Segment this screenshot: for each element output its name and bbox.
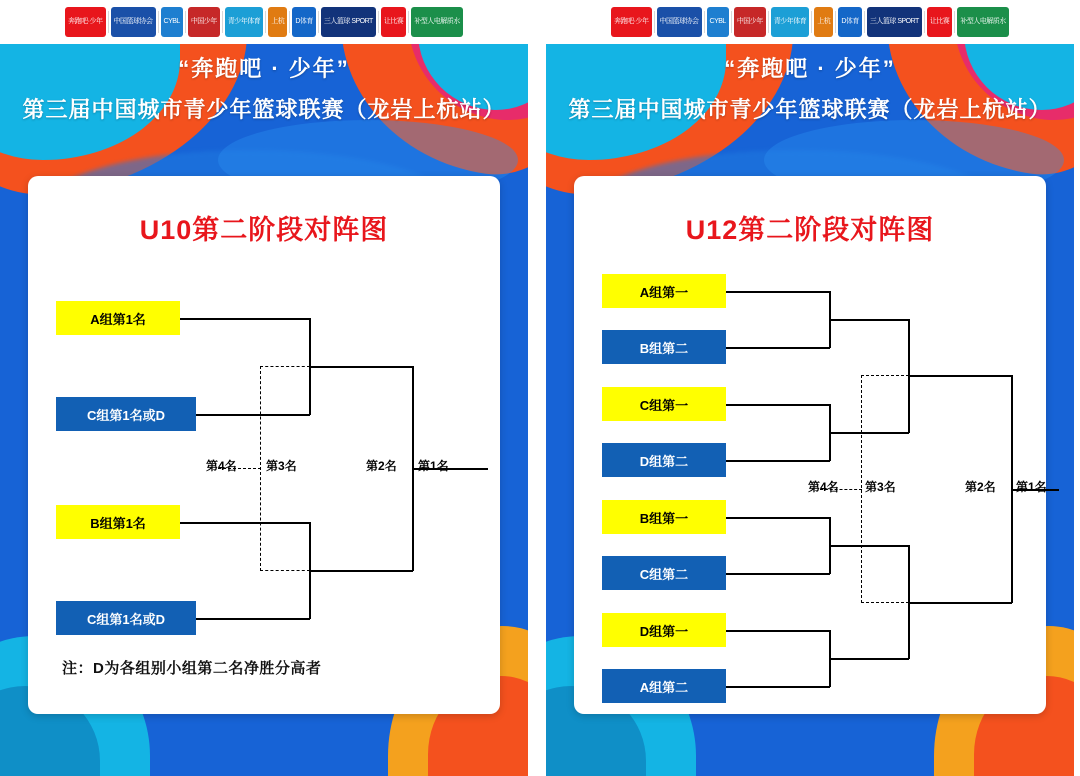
poster-title-line2: 第三届中国城市青少年篮球联赛（龙岩上杭站） (22, 97, 506, 122)
bracket-line-dashed (861, 602, 909, 603)
bracket-note-u10: 注：D为各组别小组第二名净胜分高者 (62, 660, 322, 677)
seed-box: A组第二 (602, 669, 726, 703)
sponsor-logo: 让比赛 (381, 7, 407, 37)
bracket-line (196, 414, 310, 416)
logo-divider (408, 11, 409, 33)
seed-box: C组第一 (602, 387, 726, 421)
bracket-line (726, 404, 830, 406)
sponsor-logo: 中国篮球协会 (657, 7, 702, 37)
bracket-title-u10: U10第二阶段对阵图 (139, 215, 389, 245)
logo-divider (158, 11, 159, 33)
sponsor-logo: 中国篮球协会 (111, 7, 156, 37)
sponsor-logo: 上杭 (268, 7, 287, 37)
bracket-line (196, 618, 310, 620)
bracket-line (726, 347, 830, 349)
sponsor-logo: 三人篮球 SPORT (867, 7, 922, 37)
sponsor-logo: CYBL (707, 7, 729, 37)
sponsor-logo: 补型人电解质水 (957, 7, 1009, 37)
logo-divider (378, 11, 379, 33)
seed-box: C组第二 (602, 556, 726, 590)
logo-divider (222, 11, 223, 33)
logo-divider (318, 11, 319, 33)
logo-divider (731, 11, 732, 33)
logo-divider (185, 11, 186, 33)
rank-label: 第2名 (965, 480, 996, 494)
poster-title-line1: “奔跑吧 · 少年” (724, 56, 896, 81)
seed-box: B组第1名 (56, 505, 180, 539)
sponsor-logo: 上杭 (814, 7, 833, 37)
bracket-line (726, 686, 830, 688)
logo-divider (835, 11, 836, 33)
sponsor-logo-bar (546, 0, 1074, 44)
bracket-line (726, 460, 830, 462)
seed-box: D组第二 (602, 443, 726, 477)
sponsor-logo: 三人篮球 SPORT (321, 7, 376, 37)
sponsor-logo: 青少年体育 (771, 7, 810, 37)
bracket-line (726, 630, 830, 632)
sponsor-logo: D体育 (838, 7, 862, 37)
rank-label: 第2名 (366, 459, 397, 473)
logo-divider (704, 11, 705, 33)
bracket-line (829, 658, 909, 660)
seed-box: B组第二 (602, 330, 726, 364)
poster-title-line1: “奔跑吧 · 少年” (178, 56, 350, 81)
bracket-line (829, 545, 909, 547)
logo-divider (108, 11, 109, 33)
rank-label: 第1名 (1016, 480, 1047, 494)
bracket-line (180, 318, 310, 320)
bracket-line (180, 522, 310, 524)
bracket-card-u12 (574, 176, 1046, 714)
logo-divider (811, 11, 812, 33)
bracket-line (726, 291, 830, 293)
bracket-title-u12: U12第二阶段对阵图 (685, 215, 935, 245)
bracket-line (829, 432, 909, 434)
bracket-line (908, 602, 1012, 604)
bracket-line-dashed (861, 375, 909, 376)
bracket-diagram-u10 (28, 176, 500, 714)
seed-box: A组第1名 (56, 301, 180, 335)
rank-label: 第3名 (266, 459, 297, 473)
seed-box: C组第1名或D (56, 397, 196, 431)
rank-label: 第3名 (865, 480, 896, 494)
rank-label: 第4名 (206, 459, 237, 473)
bracket-line (726, 517, 830, 519)
sponsor-logo: 奔跑吧·少年 (65, 7, 105, 37)
logo-divider (954, 11, 955, 33)
bracket-line (309, 570, 413, 572)
rank-label: 第4名 (808, 480, 839, 494)
poster-title-line2: 第三届中国城市青少年篮球联赛（龙岩上杭站） (568, 97, 1052, 122)
bracket-line (908, 375, 1012, 377)
sponsor-logo: 奔跑吧·少年 (611, 7, 651, 37)
sponsor-logo: 补型人电解质水 (411, 7, 463, 37)
seed-box: D组第一 (602, 613, 726, 647)
logo-divider (924, 11, 925, 33)
sponsor-logo: 中国少年 (734, 7, 766, 37)
bracket-line (309, 366, 413, 368)
logo-divider (265, 11, 266, 33)
sponsor-logo: CYBL (161, 7, 183, 37)
bracket-line-dashed (260, 366, 310, 367)
seed-box: C组第1名或D (56, 601, 196, 635)
seed-box: A组第一 (602, 274, 726, 308)
sponsor-logo: 青少年体育 (225, 7, 264, 37)
bracket-card-u10 (28, 176, 500, 714)
poster-u12 (546, 0, 1074, 776)
logo-divider (864, 11, 865, 33)
poster-title-block (546, 52, 1074, 124)
logo-divider (768, 11, 769, 33)
sponsor-logo: D体育 (292, 7, 316, 37)
poster-u10 (0, 0, 528, 776)
bracket-line (726, 573, 830, 575)
sponsor-logo: 中国少年 (188, 7, 220, 37)
sponsor-logo-bar (0, 0, 528, 44)
bracket-diagram-u12 (574, 176, 1046, 714)
bracket-line (829, 319, 909, 321)
logo-divider (289, 11, 290, 33)
seed-box: B组第一 (602, 500, 726, 534)
poster-title-block (0, 52, 528, 124)
bracket-line-dashed (260, 570, 310, 571)
rank-label: 第1名 (418, 459, 449, 473)
logo-divider (654, 11, 655, 33)
sponsor-logo: 让比赛 (927, 7, 953, 37)
